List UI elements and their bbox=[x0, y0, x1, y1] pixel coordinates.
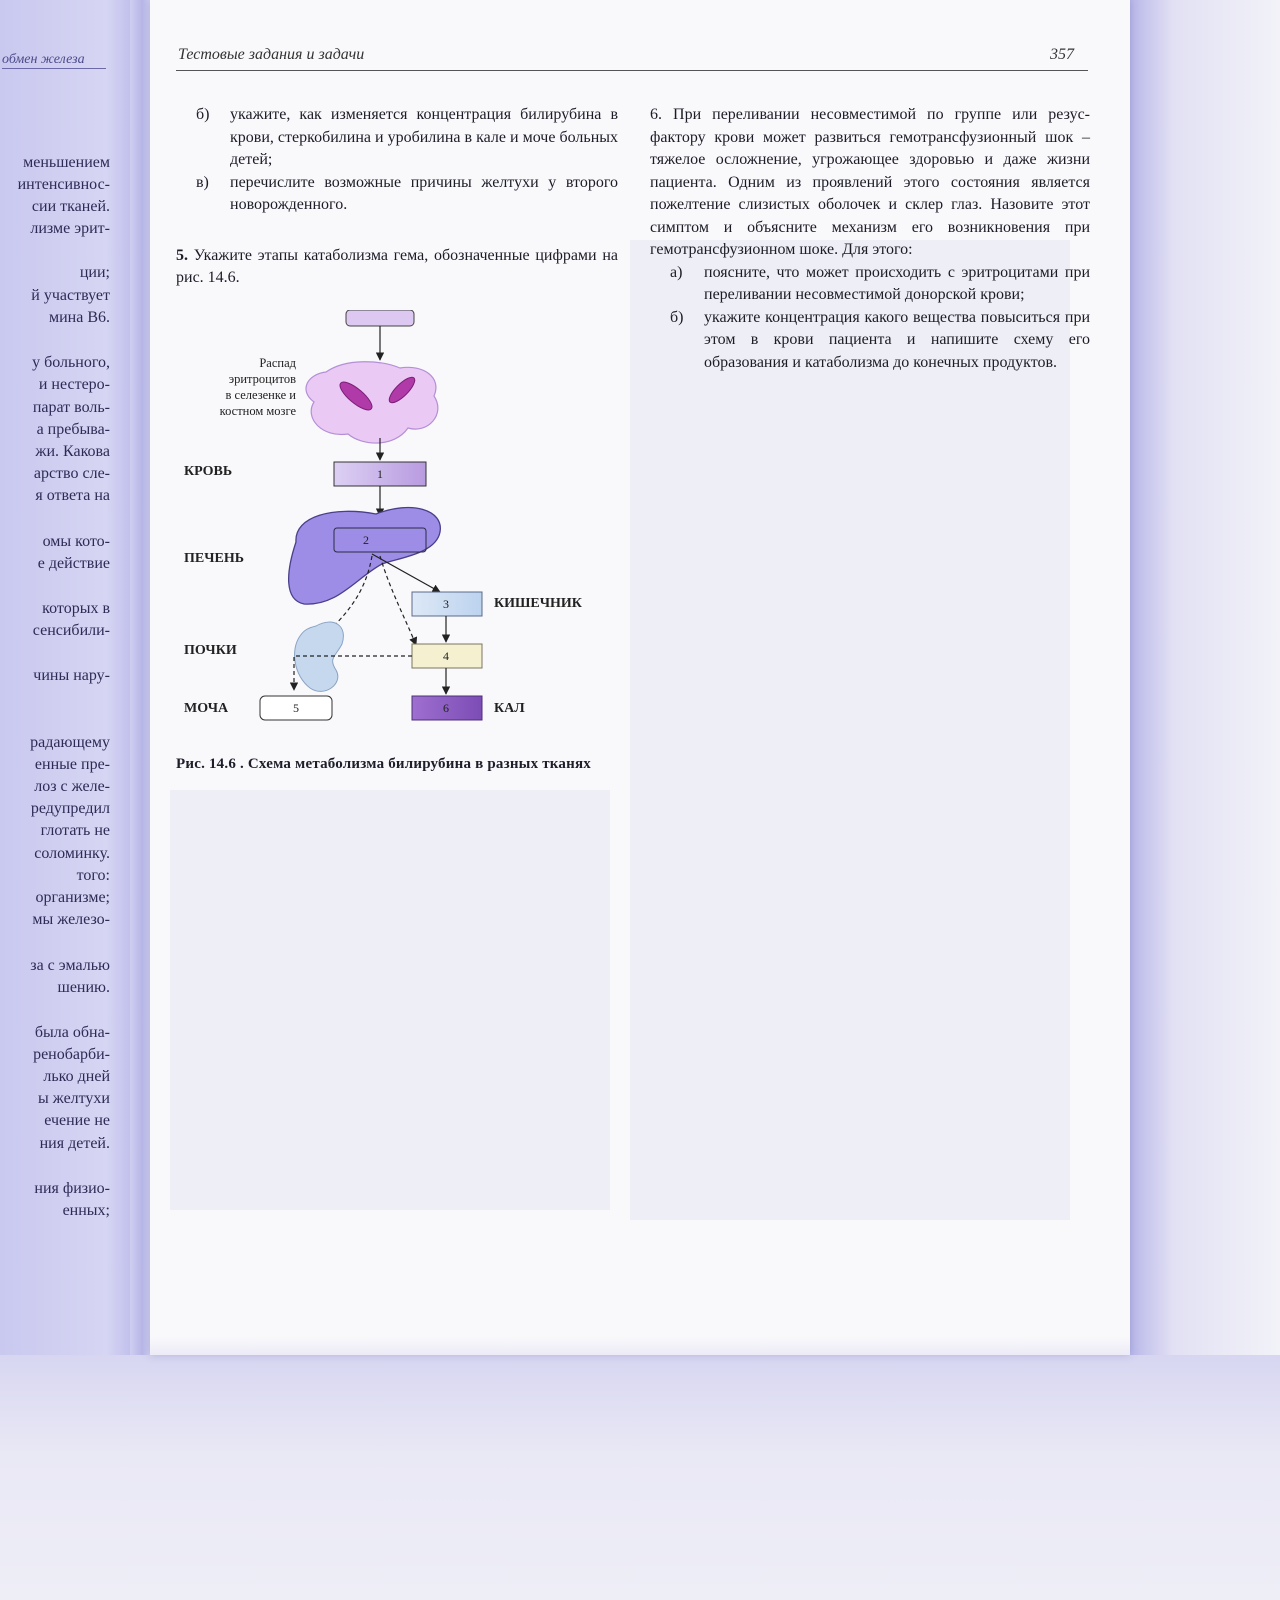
left-page-line: мина B6. bbox=[48, 309, 110, 326]
left-page-line: глотать не bbox=[40, 822, 110, 839]
left-page-line: лько дней bbox=[43, 1068, 110, 1085]
left-page-line: шению. bbox=[57, 979, 110, 996]
header-rule bbox=[176, 70, 1088, 71]
list-marker: а) bbox=[670, 263, 683, 281]
box-6-number: 6 bbox=[443, 701, 449, 715]
list-marker: в) bbox=[196, 173, 209, 191]
heme-source-box bbox=[346, 310, 414, 326]
left-page-line: сии тканей. bbox=[31, 198, 110, 215]
list-item bbox=[650, 307, 1090, 375]
list-marker: б) bbox=[670, 308, 684, 326]
list-text: поясните, что может происходить с эритроцитами при переливании несовместимой донорской крови; bbox=[704, 263, 1090, 303]
left-page-line: и нестеро- bbox=[38, 376, 110, 393]
label-kidneys: ПОЧКИ bbox=[184, 643, 237, 658]
erythrocyte-cell-shape bbox=[306, 362, 438, 443]
left-page-line: а пребыва- bbox=[36, 421, 110, 438]
kidney-shape bbox=[295, 622, 344, 691]
show-through-text bbox=[630, 240, 1070, 1220]
box-3-number: 3 bbox=[443, 597, 449, 611]
right-column bbox=[650, 104, 1090, 374]
left-page-line: ечение не bbox=[44, 1112, 110, 1129]
list-text: укажите, как изменяется концентрация билирубина в крови, стеркобилина и уробилина в кале и моче больных детей; bbox=[230, 106, 618, 168]
left-page-line: у больного, bbox=[32, 354, 110, 371]
left-page-line: я ответа на bbox=[35, 487, 110, 504]
diagram-caption-line: в селезенке и bbox=[225, 388, 296, 402]
left-page-line: которых в bbox=[42, 600, 110, 617]
box-4-number: 4 bbox=[443, 649, 449, 663]
label-feces: КАЛ bbox=[494, 701, 525, 716]
figure-caption: Рис. 14.6 . Схема метаболизма билирубина в разных тканях bbox=[176, 756, 591, 772]
left-page-line: за с эмалью bbox=[30, 957, 110, 974]
box-1-number: 1 bbox=[377, 467, 383, 481]
diagram-caption-line: эритроцитов bbox=[228, 372, 296, 386]
scan-background bbox=[0, 1355, 1280, 1600]
left-page-header: обмен железа bbox=[2, 52, 106, 69]
show-through-text bbox=[170, 790, 610, 1210]
left-page-line: енные пре- bbox=[34, 756, 110, 773]
left-page-line: парат воль- bbox=[32, 399, 110, 416]
diagram-caption-line: костном мозге bbox=[219, 404, 296, 418]
list-item bbox=[176, 104, 618, 172]
left-page-line: енных; bbox=[62, 1202, 110, 1219]
left-page-line: ции; bbox=[79, 264, 110, 281]
question-number: 5. bbox=[176, 246, 188, 264]
left-page-line: соломинку. bbox=[34, 845, 110, 862]
left-page-line: интенсивнос- bbox=[17, 176, 110, 193]
left-page-line: лизме эрит- bbox=[30, 220, 110, 237]
left-page-line: радающему bbox=[30, 734, 110, 751]
label-blood: КРОВЬ bbox=[184, 464, 233, 479]
left-page-line: меньшением bbox=[23, 154, 110, 171]
left-page-line: была обна- bbox=[34, 1024, 110, 1041]
arrow bbox=[372, 554, 440, 592]
question-text: Укажите этапы катаболизма гема, обозначенные цифрами на рис. 14.6. bbox=[176, 246, 619, 286]
question-5 bbox=[176, 245, 618, 290]
left-page-line: ния физио- bbox=[34, 1180, 110, 1197]
list-item bbox=[176, 172, 618, 217]
left-page-line: организме; bbox=[35, 889, 110, 906]
label-intestine: КИШЕЧНИК bbox=[494, 596, 582, 611]
diagram-caption-line: Распад bbox=[259, 356, 296, 370]
left-page-line: жи. Какова bbox=[35, 443, 110, 460]
left-page-line: й участвует bbox=[31, 287, 110, 304]
list-text: укажите концентрация какого вещества повыситься при этом в крови пациента и напишите схему его образования и катаболизма до конечных продуктов. bbox=[704, 308, 1090, 371]
box-5-number: 5 bbox=[293, 701, 299, 715]
left-page-line: чины нару- bbox=[33, 667, 110, 684]
left-page-line: мы железо- bbox=[32, 911, 110, 928]
list-marker: б) bbox=[196, 106, 210, 123]
list-text: перечислите возможные причины желтухи у второго новорожденного. bbox=[230, 173, 618, 213]
left-page-line: ренобарби- bbox=[33, 1046, 110, 1063]
running-header: Тестовые задания и задачи bbox=[178, 46, 365, 63]
left-page-line: ния детей. bbox=[39, 1135, 110, 1152]
left-page-line: арство сле- bbox=[33, 465, 110, 482]
left-page-line: сенсибили- bbox=[32, 622, 110, 639]
box-2-number: 2 bbox=[363, 533, 369, 547]
left-column bbox=[176, 104, 618, 290]
bilirubin-diagram bbox=[176, 310, 616, 750]
left-page-line: ы желтухи bbox=[37, 1090, 110, 1107]
question-6: 6. При переливании несовместимой по группе или резус-фактору крови может развиться гемотрансфузионный шок – тяжелое осложнение, угрожающее здоровью и даже жизни пациента. Одним из проявлений этого состояния является пожелтение слизистых оболочек и склер глаз. Назовите этот симптом и объясните механизм его возникновения при гемотрансфузионном шоке. Для этого: bbox=[650, 106, 1090, 258]
left-page-line: омы кото- bbox=[42, 533, 110, 550]
list-item bbox=[650, 262, 1090, 307]
dashed-arrow bbox=[380, 556, 416, 645]
label-urine: МОЧА bbox=[184, 701, 229, 716]
left-page-line: е действие bbox=[37, 555, 110, 572]
left-page-line: того: bbox=[76, 867, 110, 884]
liver-shape bbox=[289, 508, 441, 605]
left-page-line: редупредил bbox=[30, 800, 110, 817]
label-liver: ПЕЧЕНЬ bbox=[184, 551, 244, 566]
page-number: 357 bbox=[1050, 46, 1074, 63]
left-page-line: лоз с желе- bbox=[34, 778, 110, 795]
